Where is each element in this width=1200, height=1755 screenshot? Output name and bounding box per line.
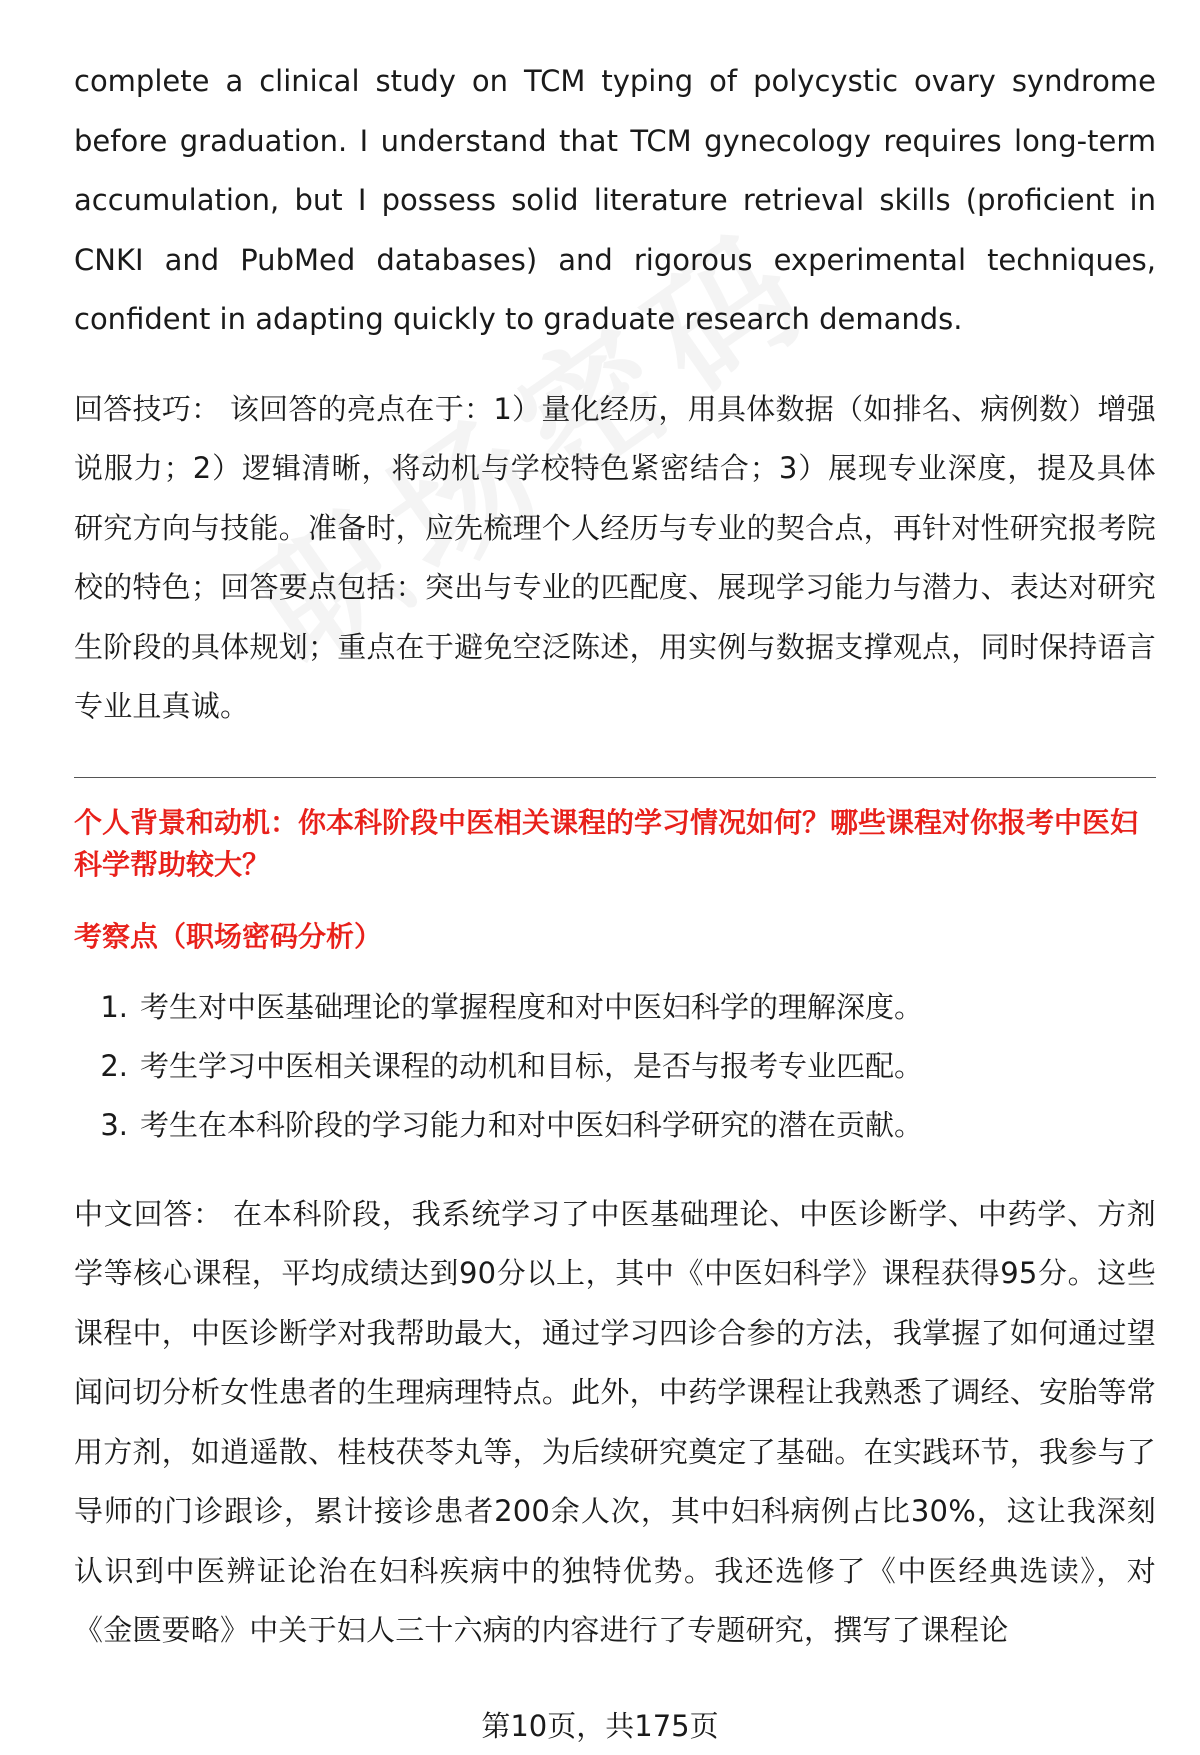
list-item	[74, 1096, 1156, 1155]
assessment-points-list	[74, 978, 1156, 1155]
document-page	[74, 52, 1156, 1661]
list-item-number: 3.	[100, 1107, 128, 1142]
english-answer-paragraph: complete a clinical study on TCM typing of polycystic ovary syndrome before graduation. I understand that TCM gynecology requires long-term accumulation, but I possess solid literature retrieval skills (proficient in CNKI and PubMed databases) and rigorous experimental techniques, confident in adapting quickly to graduate research demands.	[74, 64, 1156, 336]
chinese-answer-paragraph: 中文回答： 在本科阶段，我系统学习了中医基础理论、中医诊断学、中药学、方剂学等核心课程，平均成绩达到90分以上，其中《中医妇科学》课程获得95分。这些课程中，中医诊断学对我帮助最大，通过学习四诊合参的方法，我掌握了如何通过望闻问切分析女性患者的生理病理特点。此外，中药学课程让我熟悉了调经、安胎等常用方剂，如逍遥散、桂枝茯苓丸等，为后续研究奠定了基础。在实践环节，我参与了导师的门诊跟诊，累计接诊患者200余人次，其中妇科病例占比30%，这让我深刻认识到中医辨证论治在妇科疾病中的独特优势。我还选修了《中医经典选读》，对《金匮要略》中关于妇人三十六病的内容进行了专题研究，撰写了课程论	[74, 1196, 1156, 1647]
list-item	[74, 978, 1156, 1037]
answer-tips-paragraph: 回答技巧： 该回答的亮点在于：1）量化经历，用具体数据（如排名、病例数）增强说服力；2）逻辑清晰，将动机与学校特色紧密结合；3）展现专业深度，提及具体研究方向与技能。准备时，应先梳理个人经历与专业的契合点，再针对性研究报考院校的特色；回答要点包括：突出与专业的匹配度、展现学习能力与潜力、表达对研究生阶段的具体规划；重点在于避免空泛陈述，用实例与数据支撑观点，同时保持语言专业且真诚。	[74, 391, 1156, 723]
page-number-footer: 第10页，共175页	[481, 1709, 719, 1743]
list-item-number: 1.	[100, 989, 128, 1024]
list-item-number: 2.	[100, 1048, 128, 1083]
list-item-text: 考生学习中医相关课程的动机和目标，是否与报考专业匹配。	[140, 1048, 924, 1083]
question-heading: 个人背景和动机：你本科阶段中医相关课程的学习情况如何？哪些课程对你报考中医妇科学帮助较大？	[74, 805, 1139, 881]
section-divider	[74, 777, 1156, 778]
list-item	[74, 1037, 1156, 1096]
assessment-points-heading: 考察点（职场密码分析）	[74, 919, 383, 953]
list-item-text: 考生在本科阶段的学习能力和对中医妇科学研究的潜在贡献。	[140, 1107, 924, 1142]
list-item-text: 考生对中医基础理论的掌握程度和对中医妇科学的理解深度。	[140, 989, 924, 1024]
